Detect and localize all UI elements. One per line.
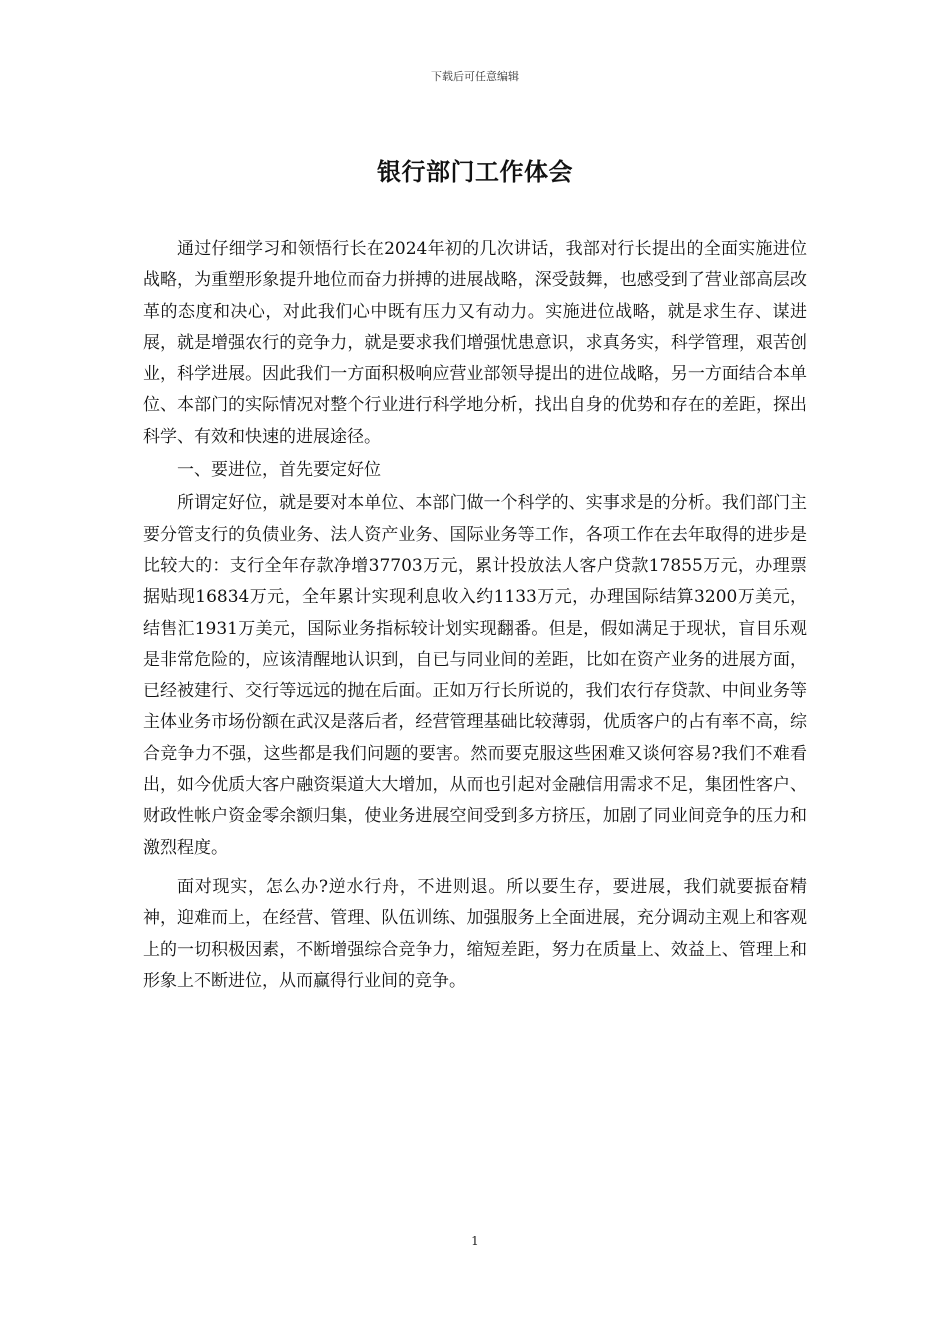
section-heading: 一、要进位，首先要定好位 [177,460,381,481]
paragraph-positioning: 所谓定好位，就是要对本单位、本部门做一个科学的、实事求是的分析。我们部门主要分管支行的负债业务、法人资产业务、国际业务等工作，各项工作在去年取得的进步是比较大的：支行全年存款净增37703万元，累计投放法人客户贷款17855万元，办理票据贴现16834万元，全年累计实现利息收入约1133万元，办理国际结算3200万美元，结售汇1931万美元，国际业务指标较计划实现翻番。但是，假如满足于现状，盲目乐观是非常危险的，应该清醒地认识到，自已与同业间的差距，比如在资产业务的进展方面，已经被建行、交行等远远的抛在后面。正如万行长所说的，我们农行存贷款、中间业务等主体业务市场份额在武汉是落后者，经营管理基础比较薄弱，优质客户的占有率不高，综合竞争力不强，这些都是我们问题的要害。然而要克服这些困难又谈何容易?我们不难看出，如今优质大客户融资渠道大大增加，从而也引起对金融信用需求不足，集团性客户、财政性帐户资金零余额归集，使业务进展空间受到多方挤压，加剧了同业间竞争的压力和激烈程度。 [143,493,807,858]
paragraph-response: 面对现实，怎么办?逆水行舟，不进则退。所以要生存，要进展，我们就要振奋精神，迎难而上，在经营、管理、队伍训练、加强服务上全面进展，充分调动主观上和客观上的一切积极因素，不断增强综合竞争力，缩短差距，努力在质量上、效益上、管理上和形象上不断进位，从而赢得行业间的竞争。 [143,876,807,991]
header-note: 下载后可任意编辑 [431,70,519,83]
document-title: 银行部门工作体会 [377,157,573,186]
paragraph-intro: 通过仔细学习和领悟行长在2024年初的几次讲话，我部对行长提出的全面实施进位战略，为重塑形象提升地位而奋力拼搏的进展战略，深受鼓舞，也感受到了营业部高层改革的态度和决心，对此我们心中既有压力又有动力。实施进位战略，就是求生存、谋进展，就是增强农行的竞争力，就是要求我们增强忧患意识，求真务实，科学管理，艰苦创业，科学进展。因此我们一方面积极响应营业部领导提出的进位战略，另一方面结合本单位、本部门的实际情况对整个行业进行科学地分析，找出自身的优势和存在的差距，探出科学、有效和快速的进展途径。 [143,239,807,447]
document-body [143,234,807,997]
page-number: 1 [471,1234,479,1248]
